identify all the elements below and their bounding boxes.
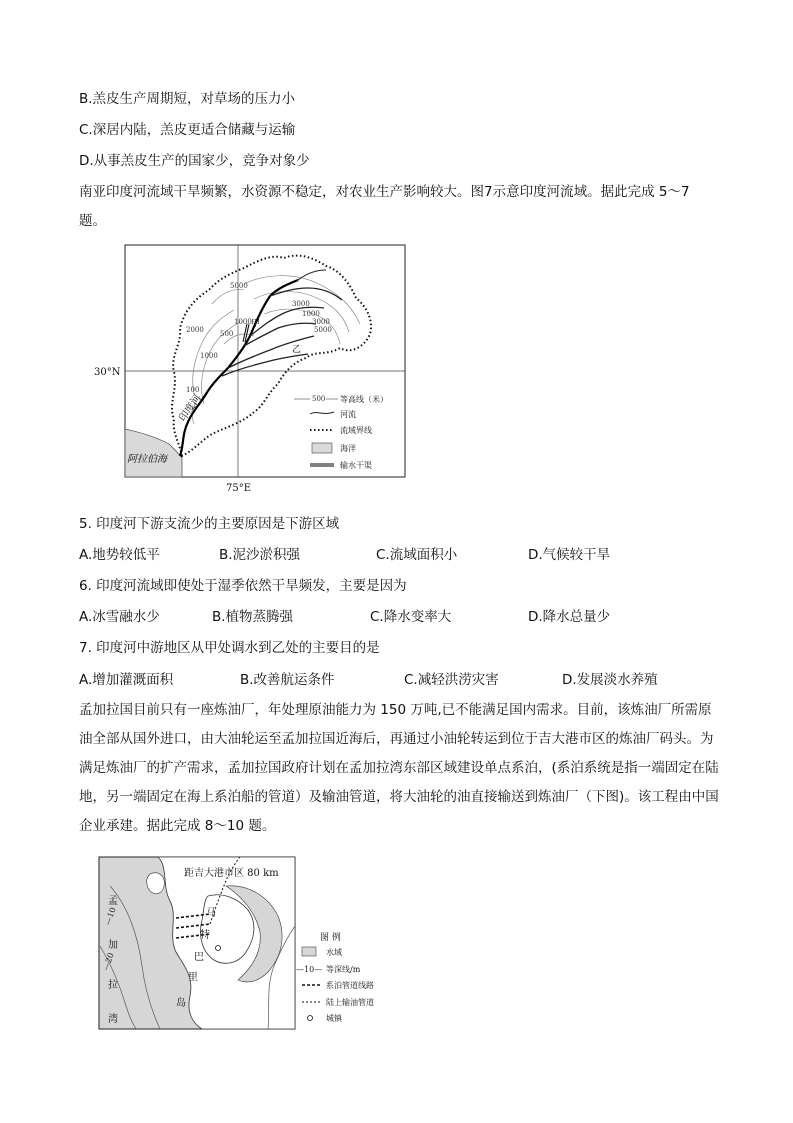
contour-label: 5000 [314, 326, 332, 334]
contour-label: 3000 [292, 300, 310, 308]
contour-label: 2000 [186, 326, 204, 334]
q7-option-c[interactable]: C.减轻洪涝灾害 [404, 672, 499, 688]
legend-mooring-label: 系泊管道线路 [326, 981, 374, 990]
option-b-prev: B.羔皮生产周期短，对草场的压力小 [79, 91, 296, 107]
island-char: 巴 [194, 952, 204, 963]
q7-stem: 7. 印度河中游地区从甲处调水到乙处的主要目的是 [79, 640, 380, 656]
contour-label: 1000 [234, 318, 252, 326]
point-yi: 乙 [292, 345, 302, 355]
island-char: 岛 [176, 998, 186, 1009]
q5-option-c[interactable]: C.流域面积小 [376, 547, 458, 563]
legend-water-label: 水域 [326, 948, 342, 957]
legend-ocean-label: 海洋 [340, 444, 356, 453]
town-marker [216, 946, 221, 951]
option-c-prev: C.深居内陆，羔皮更适合储藏与运输 [79, 122, 296, 138]
legend-contour-label: 等高线（米） [340, 395, 388, 404]
legend-isobath-prefix: —10— [296, 965, 323, 974]
contour-label: 5000 [230, 282, 248, 290]
passage-indus: 南亚印度河流域干旱频繁，水资源不稳定，对农业生产影响较大。图7示意印度河流域。据此完成 5～7 题。 [79, 184, 690, 229]
islet [147, 873, 165, 894]
q5-option-d[interactable]: D.气候较干旱 [528, 547, 611, 563]
contour-label: 3000 [312, 318, 330, 326]
legend-isobath-label: 等深线/m [326, 965, 361, 974]
q6-stem: 6. 印度河流域即使处于湿季依然干旱频发，主要是因为 [79, 578, 407, 594]
indus-map-figure [94, 244, 414, 502]
island-char: 里 [188, 972, 198, 983]
contour-label: 1000 [200, 352, 218, 360]
legend-pipeline-label: 陆上输油管道 [326, 998, 374, 1007]
q7-option-a[interactable]: A.增加灌溉面积 [79, 672, 174, 688]
q5-stem: 5. 印度河下游支流少的主要原因是下游区域 [79, 516, 340, 532]
matarbari-legend [296, 931, 374, 1023]
legend-river-label: 河流 [340, 410, 356, 419]
legend-title: 图 例 [320, 933, 341, 943]
lat-label: 30°N [94, 367, 121, 378]
sea-label: 阿拉伯海 [127, 454, 167, 465]
q6-option-b[interactable]: B.植物蒸腾强 [212, 609, 294, 625]
legend-boundary-label: 流域界线 [340, 426, 372, 435]
option-d-prev: D.从事羔皮生产的国家少，竞争对象少 [79, 153, 310, 169]
legend-canal-label: 输水干渠 [340, 461, 372, 470]
depth-10-label: —10 [103, 906, 118, 927]
island-char: 特 [200, 930, 210, 941]
bay-char: 孟 [108, 896, 118, 907]
q6-option-a[interactable]: A.冰雪融水少 [79, 609, 160, 625]
q6-option-d[interactable]: D.降水总量少 [528, 609, 611, 625]
contour-label: 500 [220, 330, 234, 338]
island-char: 马 [206, 908, 216, 919]
legend-contour-prefix: 500 [312, 395, 326, 403]
contour-label: 100 [186, 386, 200, 394]
matarbari-map-figure [98, 856, 398, 1034]
q7-option-d[interactable]: D.发展淡水养殖 [562, 672, 658, 688]
distance-label: 距吉大港市区 80 km [184, 868, 279, 879]
bay-char: 湾 [108, 1014, 118, 1025]
indus-map [94, 244, 414, 502]
q5-option-b[interactable]: B.泥沙淤积强 [219, 547, 301, 563]
point-jia: 甲 [251, 319, 261, 329]
map-frame [125, 245, 405, 477]
passage-bangladesh: 孟加拉国目前只有一座炼油厂，年处理原油能力为 150 万吨,已不能满足国内需求。目前，该炼油厂所需原油全部从国外进口，由大油轮运至孟加拉国近海后，再通过小油轮转运到位于吉大港市区的炼油厂码头。为满足炼油厂的扩产需求，孟加拉国政府计划在孟加拉湾东部区域建设单点系泊，(系泊系统是指一端固定在陆地，另一端固定在海上系泊船的管道）及输油管道，将大油轮的油直接输送到炼油厂（下图)。该工程由中国企业承建。据此完成 8～10 题。 [79, 702, 719, 834]
contour-label: 1000 [302, 310, 320, 318]
q6-option-c[interactable]: C.降水变率大 [370, 609, 452, 625]
bay-char: 加 [108, 940, 118, 951]
lon-label: 75°E [226, 483, 252, 494]
legend-town-label: 城镇 [326, 1014, 342, 1023]
q7-option-b[interactable]: B.改善航运条件 [240, 672, 335, 688]
matarbari-map [98, 856, 398, 1034]
bay-char: 拉 [108, 980, 118, 991]
river-label: 印度河 [177, 392, 204, 424]
depth-20-label: —20 [101, 951, 116, 972]
q5-option-a[interactable]: A.地势较低平 [79, 547, 160, 563]
